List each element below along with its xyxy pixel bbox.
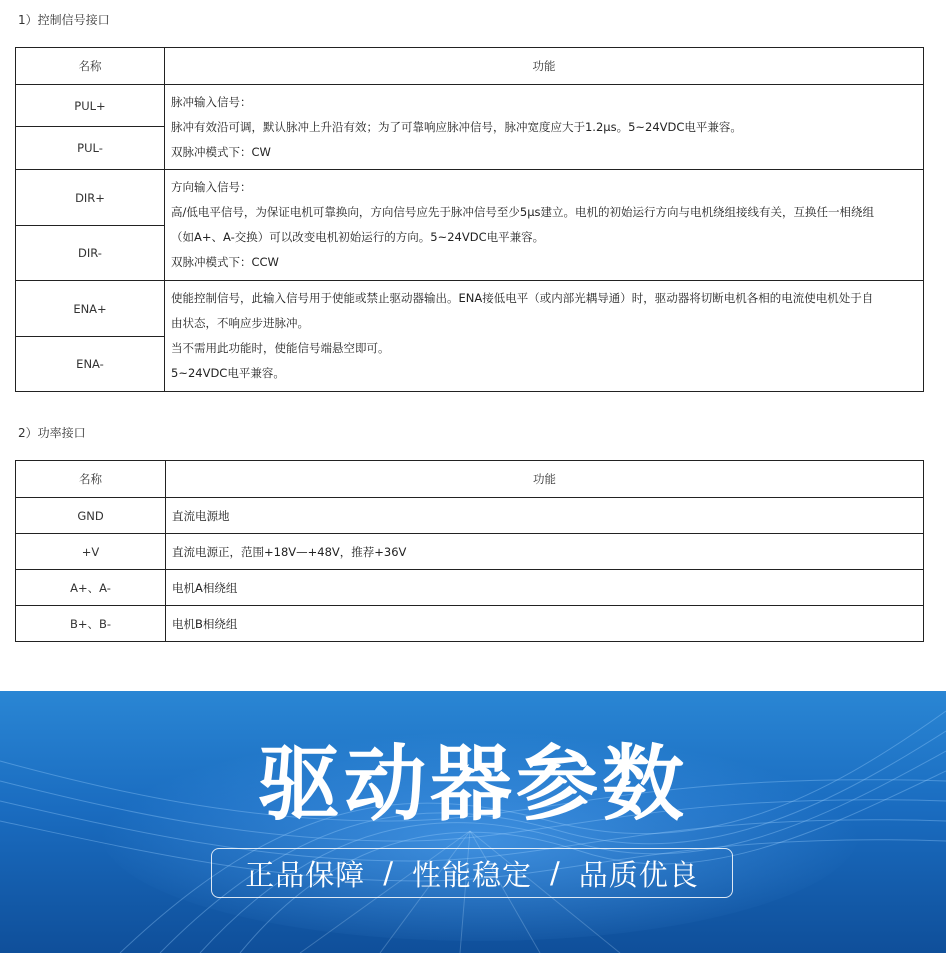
terminal-name: +V	[16, 534, 166, 570]
table-header-row	[16, 48, 924, 85]
table-row	[16, 170, 924, 226]
description-line: 使能控制信号，此输入信号用于使能或禁止驱动器输出。ENA接低电平（或内部光耦导通）时，驱动器将切断电机各相的电流使电机处于自	[171, 291, 874, 305]
signal-name: DIR-	[16, 226, 165, 281]
terminal-function: 直流电源地	[166, 498, 924, 534]
table-row	[16, 570, 924, 606]
slogan-box	[211, 848, 733, 898]
slogan-separator: /	[383, 856, 394, 890]
description-line: 双脉冲模式下：CCW	[171, 255, 279, 269]
description-line: 脉冲有效沿可调，默认脉冲上升沿有效；为了可靠响应脉冲信号，脉冲宽度应大于1.2μs。5~24VDC电平兼容。	[171, 119, 742, 134]
terminal-function: 电机A相绕组	[166, 570, 924, 606]
table-row	[16, 606, 924, 642]
header-name: 名称	[16, 461, 166, 498]
description-line: 方向输入信号：	[171, 180, 252, 194]
slogan-separator: /	[550, 856, 561, 890]
slogan-quality: 品质优良	[578, 857, 699, 892]
parameters-banner	[0, 691, 946, 953]
terminal-function: 直流电源正，范围+18V—+48V，推荐+36V	[166, 534, 924, 570]
header-name: 名称	[16, 48, 165, 85]
signal-name: ENA-	[16, 337, 165, 392]
terminal-function: 电机B相绕组	[166, 606, 924, 642]
description-line: 5~24VDC电平兼容。	[171, 366, 285, 380]
signal-description	[165, 170, 924, 281]
terminal-name: GND	[16, 498, 166, 534]
description-line: （如A+、A-交换）可以改变电机初始运行的方向。5~24VDC电平兼容。	[171, 230, 545, 244]
description-line: 高/低电平信号，为保证电机可靠换向，方向信号应先于脉冲信号至少5μs建立。电机的初始运行方向与电机绕组接线有关，互换任一相绕组	[171, 205, 874, 219]
terminal-name: B+、B-	[16, 606, 166, 642]
power-heading: 2）功率接口	[18, 426, 86, 440]
table-row	[16, 281, 924, 337]
banner-title: 驱动器参数	[257, 737, 688, 832]
description-line: 当不需用此功能时，使能信号端悬空即可。	[171, 341, 390, 355]
table-row	[16, 534, 924, 570]
control-signal-table	[15, 47, 924, 392]
table-row	[16, 85, 924, 127]
description-line: 双脉冲模式下：CW	[171, 144, 271, 159]
table-header-row	[16, 461, 924, 498]
control-heading: 1）控制信号接口	[18, 13, 110, 27]
header-function: 功能	[165, 48, 924, 85]
slogan-stable: 性能稳定	[411, 857, 532, 892]
description-line: 脉冲输入信号：	[171, 94, 252, 109]
signal-name: PUL+	[16, 85, 165, 127]
header-function: 功能	[166, 461, 924, 498]
signal-description	[165, 85, 924, 170]
signal-description	[165, 281, 924, 392]
terminal-name: A+、A-	[16, 570, 166, 606]
signal-name: DIR+	[16, 170, 165, 226]
description-line: 由状态，不响应步进脉冲。	[171, 316, 309, 330]
power-interface-table	[15, 460, 924, 642]
slogan-genuine: 正品保障	[245, 857, 366, 892]
signal-name: ENA+	[16, 281, 165, 337]
table-row	[16, 498, 924, 534]
signal-name: PUL-	[16, 127, 165, 170]
